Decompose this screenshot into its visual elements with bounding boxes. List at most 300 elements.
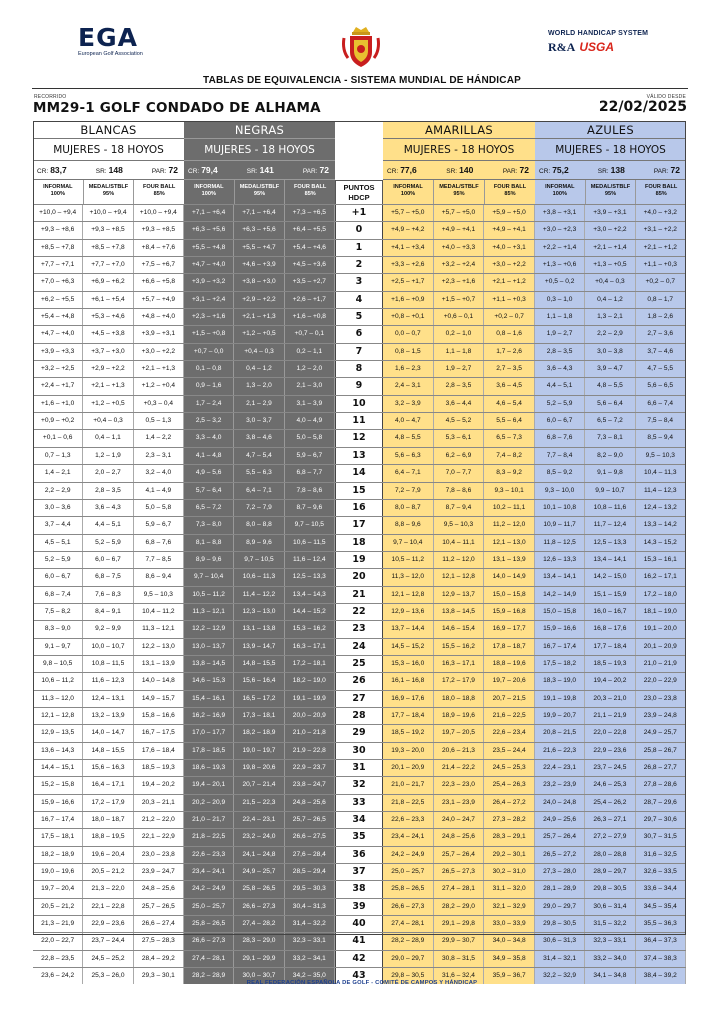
amarillas-cell: 6,4 – 7,1 (383, 465, 434, 481)
blancas-cell: 23,6 – 24,2 (33, 968, 83, 984)
tee-ratings: CR: 79,4 SR: 141 PAR: 72 (184, 161, 335, 180)
blancas-cell: +1,2 – +0,5 (83, 396, 133, 412)
negras-cell: 0,9 – 1,6 (184, 378, 234, 394)
amarillas-cell: 18,8 – 19,6 (484, 656, 535, 672)
azules-cell: 6,8 – 7,6 (535, 430, 585, 446)
negras-cell: +4,5 – +3,6 (285, 257, 335, 273)
whs-logo-text: WORLD HANDICAP SYSTEM (548, 30, 649, 37)
azules-cell: +3,1 – +2,2 (636, 222, 686, 238)
blancas-cell: 6,8 – 7,4 (33, 587, 83, 603)
amarillas-cell: 7,4 – 8,2 (484, 448, 535, 464)
azules-cell: 19,1 – 20,0 (636, 621, 686, 637)
blancas-cell: 16,7 – 17,5 (134, 725, 184, 741)
azules-cell: 31,4 – 32,1 (535, 951, 585, 967)
blancas-cell: 15,8 – 16,6 (134, 708, 184, 724)
amarillas-cell: 7,2 – 7,9 (383, 483, 434, 499)
negras-cell: 29,1 – 29,9 (234, 951, 284, 967)
amarillas-cell: 11,3 – 12,0 (383, 569, 434, 585)
blancas-cell: 2,3 – 3,1 (134, 448, 184, 464)
hcp-cell: 11 (335, 413, 383, 429)
negras-cell: 22,4 – 23,1 (234, 812, 284, 828)
blancas-cell: 12,9 – 13,5 (33, 725, 83, 741)
negras-cell: 25,7 – 26,5 (285, 812, 335, 828)
blancas-cell: +7,7 – +7,0 (83, 257, 133, 273)
amarillas-cell: +1,5 – +0,7 (434, 292, 485, 308)
azules-cell: 10,1 – 10,8 (535, 500, 585, 516)
blancas-cell: +7,0 – +6,3 (33, 274, 83, 290)
azules-cell: +1,3 – +0,6 (535, 257, 585, 273)
blancas-cell: 28,4 – 29,2 (134, 951, 184, 967)
azules-cell: 18,5 – 19,3 (585, 656, 635, 672)
format-headers: INFORMAL 100% MEDAL/STBLF 95% FOUR BALL 85% (535, 180, 686, 204)
puntos-label: PUNTOS (343, 182, 375, 192)
table-row (33, 724, 686, 741)
negras-cell: 4,0 – 4,9 (285, 413, 335, 429)
negras-cell: 28,3 – 29,0 (234, 933, 284, 949)
blancas-cell: 9,5 – 10,3 (134, 587, 184, 603)
amarillas-cell: 4,5 – 5,2 (434, 413, 485, 429)
negras-cell: 33,2 – 34,1 (285, 951, 335, 967)
amarillas-cell: +4,1 – +3,4 (383, 240, 434, 256)
azules-cell: 2,8 – 3,5 (535, 344, 585, 360)
azules-cell: 29,8 – 30,5 (585, 881, 635, 897)
blancas-cell: 21,2 – 22,0 (134, 812, 184, 828)
amarillas-cell: 19,3 – 20,0 (383, 743, 434, 759)
course-name: MM29-1 GOLF CONDADO DE ALHAMA (33, 100, 321, 116)
blancas-cell: 6,0 – 6,7 (33, 569, 83, 585)
azules-cell: 19,4 – 20,2 (585, 673, 635, 689)
amarillas-cell: 10,2 – 11,1 (484, 500, 535, 516)
amarillas-cell: 3,6 – 4,4 (434, 396, 485, 412)
azules-cell: 9,9 – 10,7 (585, 483, 635, 499)
hcp-cell: 23 (335, 621, 383, 637)
amarillas-cell: 10,5 – 11,2 (383, 552, 434, 568)
amarillas-cell: +3,0 – +2,2 (484, 257, 535, 273)
table-row (33, 898, 686, 915)
negras-cell: 5,5 – 6,3 (234, 465, 284, 481)
blancas-cell: 1,4 – 2,1 (33, 465, 83, 481)
slope-rating: 140 (459, 165, 474, 175)
blancas-cell: 5,0 – 5,8 (134, 500, 184, 516)
azules-cell: 16,8 – 17,6 (585, 621, 635, 637)
blancas-cell: +0,3 – 0,4 (134, 396, 184, 412)
amarillas-cell: 29,8 – 30,5 (383, 968, 434, 984)
table-row (33, 707, 686, 724)
amarillas-cell: +3,2 – +2,4 (434, 257, 485, 273)
azules-cell: 25,8 – 26,7 (636, 743, 686, 759)
negras-cell: +6,3 – +5,6 (184, 222, 234, 238)
negras-cell: 8,1 – 8,8 (184, 535, 234, 551)
azules-cell: 18,3 – 19,0 (535, 673, 585, 689)
hcp-cell: 10 (335, 396, 383, 412)
amarillas-cell: 24,5 – 25,3 (484, 760, 535, 776)
amarillas-cell: 23,4 – 24,1 (383, 829, 434, 845)
blancas-cell: 7,7 – 8,5 (134, 552, 184, 568)
hcp-header (335, 121, 383, 204)
negras-cell: 20,2 – 20,9 (184, 795, 234, 811)
azules-cell: 29,7 – 30,6 (636, 812, 686, 828)
negras-cell: 30,0 – 30,7 (234, 968, 284, 984)
negras-cell: 17,8 – 18,5 (184, 743, 234, 759)
blancas-cell: +3,9 – +3,1 (134, 326, 184, 342)
azules-cell: +3,9 – +3,1 (585, 205, 635, 221)
negras-cell: +2,6 – +1,7 (285, 292, 335, 308)
blancas-cell: 14,0 – 14,7 (83, 725, 133, 741)
negras-cell: 5,0 – 5,8 (285, 430, 335, 446)
table-row (33, 846, 686, 863)
amarillas-cell: 20,6 – 21,3 (434, 743, 485, 759)
amarillas-cell: 0,2 – 1,0 (434, 326, 485, 342)
negras-cell: 16,3 – 17,1 (285, 639, 335, 655)
format-headers: INFORMAL 100% MEDAL/STBLF 95% FOUR BALL 85% (33, 180, 184, 204)
amarillas-cell: 24,2 – 24,9 (383, 847, 434, 863)
negras-cell: +6,3 – +5,6 (234, 222, 284, 238)
blancas-cell: +10,0 – +9,4 (83, 205, 133, 221)
amarillas-cell: 4,8 – 5,5 (383, 430, 434, 446)
blancas-cell: 10,6 – 11,2 (33, 673, 83, 689)
hcp-cell: 33 (335, 795, 383, 811)
table-row (33, 516, 686, 533)
blancas-cell: 16,7 – 17,4 (33, 812, 83, 828)
azules-cell: 3,6 – 4,3 (535, 361, 585, 377)
blancas-cell: 7,5 – 8,2 (33, 604, 83, 620)
document-title: TABLAS DE EQUIVALENCIA - SISTEMA MUNDIAL DE HÁNDICAP (203, 75, 521, 86)
hcp-cell: 7 (335, 344, 383, 360)
recorrido-label: RECORRIDO (34, 94, 67, 100)
blancas-cell: 22,1 – 22,9 (134, 829, 184, 845)
azules-cell: 34,1 – 34,8 (585, 968, 635, 984)
negras-cell: 13,8 – 14,5 (184, 656, 234, 672)
hcp-cell: 0 (335, 222, 383, 238)
table-row (33, 360, 686, 377)
negras-cell: 10,6 – 11,5 (285, 535, 335, 551)
azules-cell: 2,2 – 2,9 (585, 326, 635, 342)
amarillas-cell: 17,8 – 18,7 (484, 639, 535, 655)
amarillas-cell: 29,9 – 30,7 (434, 933, 485, 949)
azules-cell: 31,6 – 32,5 (636, 847, 686, 863)
amarillas-cell: 25,8 – 26,5 (383, 881, 434, 897)
amarillas-cell: +4,9 – +4,1 (434, 222, 485, 238)
blancas-cell: 20,5 – 21,2 (83, 864, 133, 880)
amarillas-cell: 30,2 – 31,0 (484, 864, 535, 880)
hcp-cell: 12 (335, 430, 383, 446)
azules-cell: +0,4 – 0,3 (585, 274, 635, 290)
blancas-cell: +5,3 – +4,6 (83, 309, 133, 325)
amarillas-cell: 26,6 – 27,3 (383, 899, 434, 915)
azules-cell: 30,6 – 31,4 (585, 899, 635, 915)
azules-cell: 21,0 – 21,9 (636, 656, 686, 672)
azules-cell: 10,8 – 11,6 (585, 500, 635, 516)
blancas-cell: +2,1 – +1,3 (83, 378, 133, 394)
amarillas-cell: 6,5 – 7,3 (484, 430, 535, 446)
hcp-cell: 8 (335, 361, 383, 377)
azules-cell: 28,1 – 28,9 (535, 881, 585, 897)
hcp-cell: 13 (335, 448, 383, 464)
azules-cell: 17,2 – 18,0 (636, 587, 686, 603)
azules-cell: 38,4 – 39,2 (636, 968, 686, 984)
blancas-cell: 14,9 – 15,7 (134, 691, 184, 707)
blancas-cell: 9,8 – 10,5 (33, 656, 83, 672)
negras-cell: 6,4 – 7,1 (234, 483, 284, 499)
negras-cell: 15,4 – 16,1 (184, 691, 234, 707)
usga-logo-text: USGA (579, 40, 614, 54)
negras-cell: 23,4 – 24,1 (184, 864, 234, 880)
course-rating: 75,2 (552, 165, 569, 175)
negras-cell: 15,6 – 16,4 (234, 673, 284, 689)
amarillas-cell: 4,0 – 4,7 (383, 413, 434, 429)
amarillas-cell: 21,8 – 22,5 (383, 795, 434, 811)
azules-cell: 24,0 – 24,8 (535, 795, 585, 811)
negras-cell: 11,3 – 12,1 (184, 604, 234, 620)
amarillas-cell: +5,7 – +5,0 (383, 205, 434, 221)
negras-cell: 14,6 – 15,3 (184, 673, 234, 689)
azules-cell: 27,2 – 27,9 (585, 829, 635, 845)
amarillas-cell: 33,0 – 33,9 (484, 916, 535, 932)
amarillas-cell: 35,9 – 36,7 (484, 968, 535, 984)
negras-cell: 19,4 – 20,1 (184, 777, 234, 793)
amarillas-cell: 13,7 – 14,4 (383, 621, 434, 637)
hcp-cell: 3 (335, 274, 383, 290)
tee-name: BLANCAS (33, 121, 184, 139)
hcp-cell: 30 (335, 743, 383, 759)
amarillas-cell: 31,1 – 32,0 (484, 881, 535, 897)
azules-cell: 5,6 – 6,5 (636, 378, 686, 394)
blancas-cell: 10,4 – 11,2 (134, 604, 184, 620)
azules-cell: 4,8 – 5,5 (585, 378, 635, 394)
amarillas-cell: +4,0 – +3,1 (484, 240, 535, 256)
negras-cell: 5,7 – 6,4 (184, 483, 234, 499)
table-row (33, 308, 686, 325)
amarillas-cell: 24,0 – 24,7 (434, 812, 485, 828)
negras-cell: 0,1 – 0,8 (184, 361, 234, 377)
negras-cell: 24,2 – 24,9 (184, 881, 234, 897)
table-row (33, 915, 686, 932)
table-row (33, 742, 686, 759)
negras-cell: 13,0 – 13,7 (184, 639, 234, 655)
negras-cell: 2,5 – 3,2 (184, 413, 234, 429)
negras-cell: 26,6 – 27,3 (184, 933, 234, 949)
azules-cell: 7,3 – 8,1 (585, 430, 635, 446)
table-row (33, 291, 686, 308)
blancas-cell: 9,2 – 9,9 (83, 621, 133, 637)
azules-cell: 23,2 – 23,9 (535, 777, 585, 793)
azules-cell: 9,1 – 9,8 (585, 465, 635, 481)
negras-cell: 18,6 – 19,3 (184, 760, 234, 776)
blancas-cell: 11,3 – 12,1 (134, 621, 184, 637)
blancas-cell: 13,6 – 14,3 (33, 743, 83, 759)
azules-cell: 1,9 – 2,7 (535, 326, 585, 342)
amarillas-cell: 11,2 – 12,0 (434, 552, 485, 568)
amarillas-cell: 24,8 – 25,6 (434, 829, 485, 845)
negras-cell: 27,4 – 28,2 (234, 916, 284, 932)
amarillas-cell: 34,9 – 35,8 (484, 951, 535, 967)
azules-cell: 16,2 – 17,1 (636, 569, 686, 585)
blancas-cell: +2,1 – +1,3 (134, 361, 184, 377)
azules-cell: 30,6 – 31,3 (535, 933, 585, 949)
azules-cell: 17,5 – 18,2 (535, 656, 585, 672)
azules-cell: 10,9 – 11,7 (535, 517, 585, 533)
blancas-cell: 11,6 – 12,3 (83, 673, 133, 689)
negras-cell: +3,1 – +2,4 (184, 292, 234, 308)
amarillas-cell: 14,6 – 15,4 (434, 621, 485, 637)
amarillas-cell: +1,1 – +0,3 (484, 292, 535, 308)
blancas-cell: +1,2 – +0,4 (134, 378, 184, 394)
negras-cell: 3,1 – 3,9 (285, 396, 335, 412)
hcp-cell: 39 (335, 899, 383, 915)
amarillas-cell: +0,2 – 0,7 (484, 309, 535, 325)
table-row (33, 412, 686, 429)
negras-cell: 1,2 – 2,0 (285, 361, 335, 377)
blancas-cell: 3,6 – 4,3 (83, 500, 133, 516)
amarillas-cell: 19,7 – 20,5 (434, 725, 485, 741)
amarillas-cell: 16,9 – 17,7 (484, 621, 535, 637)
blancas-cell: 18,8 – 19,5 (83, 829, 133, 845)
azules-cell: 37,4 – 38,3 (636, 951, 686, 967)
azules-cell: 32,6 – 33,5 (636, 864, 686, 880)
blancas-cell: 8,4 – 9,1 (83, 604, 133, 620)
negras-cell: 29,5 – 30,3 (285, 881, 335, 897)
negras-cell: +1,2 – +0,5 (234, 326, 284, 342)
negras-cell: 22,6 – 23,3 (184, 847, 234, 863)
azules-cell: 31,5 – 32,2 (585, 916, 635, 932)
table-row (33, 620, 686, 637)
azules-cell: 5,2 – 5,9 (535, 396, 585, 412)
blancas-cell: 27,5 – 28,3 (134, 933, 184, 949)
blancas-cell: 15,9 – 16,6 (33, 795, 83, 811)
blancas-cell: 1,2 – 1,9 (83, 448, 133, 464)
amarillas-cell: 32,1 – 32,9 (484, 899, 535, 915)
negras-cell: 14,8 – 15,5 (234, 656, 284, 672)
azules-cell: 21,6 – 22,3 (535, 743, 585, 759)
tee-header-azules (535, 121, 686, 204)
negras-cell: +1,5 – +0,8 (184, 326, 234, 342)
amarillas-cell: 5,5 – 6,4 (484, 413, 535, 429)
azules-cell: 16,0 – 16,7 (585, 604, 635, 620)
table-row (33, 221, 686, 238)
azules-cell: 1,8 – 2,6 (636, 309, 686, 325)
azules-cell: 15,0 – 15,8 (535, 604, 585, 620)
negras-cell: 16,2 – 16,9 (184, 708, 234, 724)
amarillas-cell: 22,6 – 23,4 (484, 725, 535, 741)
table-row (33, 638, 686, 655)
blancas-cell: 10,8 – 11,5 (83, 656, 133, 672)
amarillas-cell: 3,2 – 3,9 (383, 396, 434, 412)
amarillas-cell: 1,9 – 2,7 (434, 361, 485, 377)
blancas-cell: 3,7 – 4,4 (33, 517, 83, 533)
amarillas-cell: 12,1 – 12,8 (434, 569, 485, 585)
azules-cell: +3,0 – +2,2 (585, 222, 635, 238)
tee-header-amarillas (383, 121, 535, 204)
negras-cell: 6,5 – 7,2 (184, 500, 234, 516)
amarillas-cell: 8,0 – 8,7 (383, 500, 434, 516)
azules-cell: 11,8 – 12,5 (535, 535, 585, 551)
amarillas-cell: 7,8 – 8,6 (434, 483, 485, 499)
negras-cell: 16,5 – 17,2 (234, 691, 284, 707)
blancas-cell: 17,5 – 18,1 (33, 829, 83, 845)
blancas-cell: 3,2 – 4,0 (134, 465, 184, 481)
tee-header-blancas (33, 121, 184, 204)
table-row (33, 863, 686, 880)
azules-cell: 25,4 – 26,2 (585, 795, 635, 811)
negras-cell: +0,4 – 0,3 (234, 344, 284, 360)
slope-rating: 138 (610, 165, 625, 175)
amarillas-cell: 7,0 – 7,7 (434, 465, 485, 481)
azules-cell: 33,6 – 34,4 (636, 881, 686, 897)
blancas-cell: +9,3 – +8,5 (83, 222, 133, 238)
azules-cell: +0,5 – 0,2 (535, 274, 585, 290)
blancas-cell: +4,8 – +4,0 (134, 309, 184, 325)
negras-cell: 25,0 – 25,7 (184, 899, 234, 915)
amarillas-cell: 0,8 – 1,5 (383, 344, 434, 360)
amarillas-cell: 18,9 – 19,6 (434, 708, 485, 724)
azules-cell: 33,2 – 34,0 (585, 951, 635, 967)
negras-cell: +2,9 – +2,2 (234, 292, 284, 308)
amarillas-cell: 0,0 – 0,7 (383, 326, 434, 342)
amarillas-cell: +1,6 – +0,9 (383, 292, 434, 308)
negras-cell: 24,8 – 25,6 (285, 795, 335, 811)
negras-cell: 12,3 – 13,0 (234, 604, 284, 620)
negras-cell: 20,0 – 20,9 (285, 708, 335, 724)
azules-cell: 19,1 – 19,8 (535, 691, 585, 707)
format-headers: INFORMAL 100% MEDAL/STBLF 95% FOUR BALL 85% (184, 180, 335, 204)
amarillas-cell: +5,9 – +5,0 (484, 205, 535, 221)
negras-cell: 17,3 – 18,1 (234, 708, 284, 724)
negras-cell: 5,9 – 6,7 (285, 448, 335, 464)
azules-cell: 6,0 – 6,7 (535, 413, 585, 429)
amarillas-cell: 12,1 – 13,0 (484, 535, 535, 551)
blancas-cell: 11,3 – 12,0 (33, 691, 83, 707)
hcp-cell: 43 (335, 968, 383, 984)
blancas-cell: 15,2 – 15,8 (33, 777, 83, 793)
blancas-cell: 4,5 – 5,1 (33, 535, 83, 551)
amarillas-cell: 18,5 – 19,2 (383, 725, 434, 741)
blancas-cell: 24,5 – 25,2 (83, 951, 133, 967)
negras-cell: +4,6 – +3,9 (234, 257, 284, 273)
blancas-cell: 4,1 – 4,9 (134, 483, 184, 499)
azules-cell: 16,7 – 17,4 (535, 639, 585, 655)
table-body (33, 204, 686, 984)
azules-cell: 9,3 – 10,0 (535, 483, 585, 499)
blancas-cell: +9,3 – +8,6 (33, 222, 83, 238)
blancas-cell: +0,1 – 0,6 (33, 430, 83, 446)
hcp-cell: 1 (335, 240, 383, 256)
amarillas-cell: +4,9 – +4,2 (383, 222, 434, 238)
amarillas-cell: +0,8 – +0,1 (383, 309, 434, 325)
blancas-cell: 0,5 – 1,3 (134, 413, 184, 429)
valido-desde-label: VÁLIDO DESDE (646, 94, 686, 100)
hcp-cell: 29 (335, 725, 383, 741)
azules-cell: 24,9 – 25,6 (535, 812, 585, 828)
azules-cell: +4,0 – +3,2 (636, 205, 686, 221)
blancas-cell: +8,5 – +7,8 (33, 240, 83, 256)
tee-header-negras (184, 121, 335, 204)
table-row (33, 482, 686, 499)
hcp-cell: 19 (335, 552, 383, 568)
blancas-cell: +6,1 – +5,4 (83, 292, 133, 308)
azules-cell: 26,8 – 27,7 (636, 760, 686, 776)
hcp-cell: 25 (335, 656, 383, 672)
tee-name: NEGRAS (184, 121, 335, 139)
amarillas-cell: 17,7 – 18,4 (383, 708, 434, 724)
amarillas-cell: 3,6 – 4,5 (484, 378, 535, 394)
blancas-cell: +0,4 – 0,3 (83, 413, 133, 429)
blancas-cell: +10,0 – +9,4 (134, 205, 184, 221)
amarillas-cell: +5,7 – +5,0 (434, 205, 485, 221)
negras-cell: 18,2 – 18,9 (234, 725, 284, 741)
azules-cell: 2,7 – 3,6 (636, 326, 686, 342)
azules-cell: 12,4 – 13,2 (636, 500, 686, 516)
negras-cell: 2,1 – 3,0 (285, 378, 335, 394)
